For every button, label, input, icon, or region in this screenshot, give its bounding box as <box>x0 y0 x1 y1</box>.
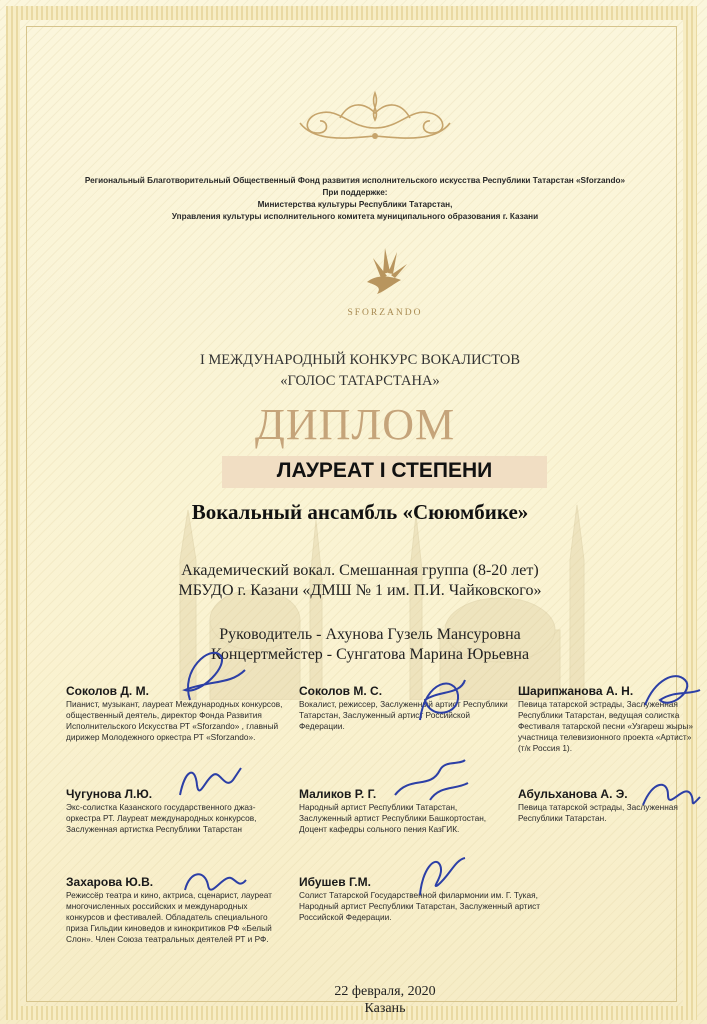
juror-card <box>299 684 509 732</box>
juror-description: Народный артист Республики Татарстан, Заслуженный артист Республики Башкортостан, Доцент кафедры сольного пения КазГИК. <box>299 802 487 834</box>
degree-label: ЛАУРЕАТ I СТЕПЕНИ <box>276 459 493 482</box>
juror-name: Маликов Р. Г. <box>299 787 377 801</box>
accompanist-line: Концертмейстер - Сунгатова Марина Юрьевна <box>210 646 530 663</box>
juror-name: Чугунова Л.Ю. <box>66 787 153 801</box>
juror-name: Шарипжанова А. Н. <box>518 684 634 698</box>
juror-description: Певица татарской эстрады, Заслуженная Республики Татарстан, ведущая солистка Фестиваля татарской песни «Узгареш жыры» участница телевизионного проекта «Артист» (т/к Россия 1). <box>518 699 693 753</box>
juror-card <box>66 684 286 743</box>
category-line: Академический вокал. Смешанная группа (8-20 лет) <box>181 562 539 579</box>
contest-name <box>100 350 620 392</box>
school-line: МБУДО г. Казани «ДМШ № 1 им. П.И. Чайковского» <box>178 582 542 599</box>
logo-text: SFORZANDO <box>347 308 423 318</box>
juror-description: Экс-солистка Казанского государственного джаз-оркестра РТ. Лауреат международных конкурсов, Заслуженная артистка Республики Татарстан <box>66 802 257 834</box>
footer <box>250 983 520 1017</box>
juror-card <box>66 787 281 835</box>
awardee-name: Вокальный ансамбль «Сююмбике» <box>191 500 529 524</box>
juror-name: Соколов Д. М. <box>66 684 149 698</box>
juror-name: Соколов М. С. <box>299 684 383 698</box>
juror-name: Абульханова А. Э. <box>518 787 628 801</box>
ornament-icon <box>290 88 460 148</box>
leader-line: Руководитель - Ахунова Гузель Мансуровна <box>219 626 521 643</box>
juror-description: Певица татарской эстрады, Заслуженная Республики Татарстан. <box>518 802 678 823</box>
organizer-header <box>60 175 650 223</box>
contest-line-2: «ГОЛОС ТАТАРСТАНА» <box>280 373 440 389</box>
juror-card <box>299 787 504 835</box>
issue-date: 22 февраля, 2020 <box>334 984 436 999</box>
leaders-block <box>140 625 600 665</box>
header-line-2: При поддержке: <box>322 188 388 197</box>
header-line-4: Управления культуры исполнительного комитета муниципального образования г. Казани <box>171 212 539 221</box>
juror-card <box>299 875 549 923</box>
juror-description: Режиссёр театра и кино, актриса, сценарист, лауреат многочисленных российских и международных конкурсов и фестивалей. Обладатель специального приза Гильдии киноведов и кинокритиков РФ «Белый Слон». Член Союза театральных деятелей РТ и РФ. <box>66 890 272 944</box>
juror-card <box>518 787 696 824</box>
header-line-1: Региональный Благотворительный Общественный Фонд развития исполнительского искусства Республики Татарстан «Sforzando» <box>84 176 626 185</box>
juror-description: Пианист, музыкант, лауреат Международных конкурсов, общественный деятель, директор Фонда Развития Исполнительского Искусства РТ «Sforzando» , главный дирижер Молодежного оркестра РТ «Sforzando». <box>66 699 283 742</box>
sforzando-bird-logo-icon <box>357 244 417 304</box>
juror-card <box>518 684 696 754</box>
category-block <box>120 561 600 601</box>
contest-line-1: I МЕЖДУНАРОДНЫЙ КОНКУРС ВОКАЛИСТОВ <box>199 352 521 368</box>
juror-name: Ибушев Г.М. <box>299 875 371 889</box>
juror-description: Вокалист, режиссер, Заслуженный артист Республики Татарстан, Заслуженный артист Российской Федерации. <box>299 699 508 731</box>
juror-name: Захарова Ю.В. <box>66 875 154 889</box>
issue-city: Казань <box>364 1001 406 1016</box>
diploma-title: ДИПЛОМ <box>254 400 456 449</box>
juror-description: Солист Татарской Государственной филармонии им. Г. Тукая, Народный артист Республики Татарстан, Заслуженный артист Российской Федерации. <box>299 890 541 922</box>
header-line-3: Министерства культуры Республики Татарстан, <box>257 200 453 209</box>
juror-card <box>66 875 281 945</box>
